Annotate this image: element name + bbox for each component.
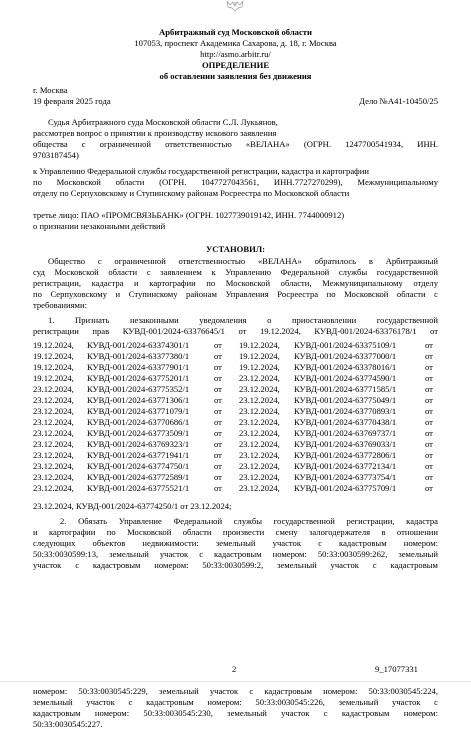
document-subject: об оставлении заявления без движения: [159, 71, 312, 81]
kuvd-from-word: от: [425, 362, 433, 372]
intro-line: по Московской области (ОГРН. 1047727043561, ИНН.7727270299), Межмуниципальному: [33, 177, 438, 187]
kuvd-number: КУВД-001/2024-63771941/1: [87, 450, 190, 460]
kuvd-date: 23.12.2024,: [239, 395, 280, 405]
kuvd-date: 23.12.2024,: [239, 384, 280, 394]
next-page-line: земельный участок с кадастровым номером: 50:33:0030545:226, земельный участок с: [33, 697, 438, 707]
third-party-line: третье лицо: ПАО «ПРОМСВЯЗЬБАНК» (ОГРН. 1027739019142, ИНН. 7744000912): [33, 210, 345, 220]
kuvd-from-word: от: [425, 450, 433, 460]
kuvd-number: КУВД-001/2024-63771079/1: [87, 406, 190, 416]
kuvd-number: КУВД-001/2024-63770893/1: [294, 406, 397, 416]
body-line: регистрации прав КУВД-001/2024-63376645/1 от 19.12.2024, КУВД-001/2024-63376178/1 от: [33, 326, 438, 336]
kuvd-number: КУВД-001/2024-63773509/1: [87, 428, 190, 438]
kuvd-date: 23.12.2024,: [33, 428, 74, 438]
kuvd-date: 23.12.2024,: [239, 472, 280, 482]
kuvd-number: КУВД-001/2024-63771306/1: [87, 395, 190, 405]
kuvd-date: 23.12.2024,: [33, 406, 74, 416]
kuvd-date: 23.12.2024,: [239, 461, 280, 471]
body-line: Общество с ограниченной ответственностью «ВЕЛАНА» обратилось в Арбитражный: [48, 256, 438, 266]
kuvd-from-word: от: [425, 461, 433, 471]
kuvd-from-word: от: [214, 428, 222, 438]
kuvd-date: 23.12.2024,: [33, 395, 74, 405]
kuvd-date: 19.12.2024,: [239, 340, 280, 350]
kuvd-number: КУВД-001/2024-63378016/1: [294, 362, 397, 372]
intro-line: к Управлению Федеральной службы государственной регистрации, кадастра и картографии: [33, 166, 369, 176]
document-code: 9_17077331: [375, 664, 418, 674]
kuvd-date: 23.12.2024,: [33, 439, 74, 449]
kuvd-date: 19.12.2024,: [239, 351, 280, 361]
kuvd-from-word: от: [214, 461, 222, 471]
court-address: 107053, проспект Академика Сахарова, д. 18, г. Москва: [134, 38, 337, 48]
kuvd-number: КУВД-001/2024-63377901/1: [87, 362, 190, 372]
body-line: регистрации, кадастра и картографии по Московской области, Межмуниципальному отделу: [33, 278, 438, 288]
kuvd-from-word: от: [425, 373, 433, 383]
kuvd-from-word: от: [214, 340, 222, 350]
city: г. Москва: [33, 85, 68, 95]
kuvd-date: 19.12.2024,: [239, 362, 280, 372]
kuvd-number: КУВД-001/2024-63772589/1: [87, 472, 190, 482]
kuvd-from-word: от: [214, 483, 222, 493]
kuvd-from-word: от: [425, 406, 433, 416]
intro-line: рассмотрев вопрос о принятии к производству искового заявления: [33, 128, 277, 138]
next-page-line: номером: 50:33:0030545:229, земельный участок с кадастровым номером: 50:33:0030545:224,: [33, 686, 438, 696]
kuvd-from-word: от: [425, 351, 433, 361]
kuvd-from-word: от: [214, 351, 222, 361]
kuvd-from-word: от: [425, 417, 433, 427]
kuvd-date: 19.12.2024,: [33, 373, 74, 383]
kuvd-date: 23.12.2024,: [239, 439, 280, 449]
kuvd-last-line: 23.12.2024, КУВД-001/2024-63774250/1 от 23.12.2024;: [33, 501, 232, 511]
kuvd-from-word: от: [214, 384, 222, 394]
kuvd-number: КУВД-001/2024-63377380/1: [87, 351, 190, 361]
intro-line: отделу по Серпуховскому и Ступинскому районам Росреестра по Московской области: [33, 188, 350, 198]
kuvd-from-word: от: [214, 362, 222, 372]
established-heading: УСТАНОВИЛ:: [205, 244, 266, 254]
intro-line: 9703187454): [33, 150, 79, 160]
kuvd-number: КУВД-001/2024-63770438/1: [294, 417, 397, 427]
coat-of-arms-emblem: [224, 0, 246, 12]
kuvd-from-word: от: [425, 472, 433, 482]
kuvd-number: КУВД-001/2024-63772134/1: [294, 461, 397, 471]
kuvd-from-word: от: [214, 395, 222, 405]
kuvd-date: 23.12.2024,: [33, 483, 74, 493]
case-number: Дело №А41-10450/25: [359, 96, 438, 106]
kuvd-number: КУВД-001/2024-63377000/1: [294, 351, 397, 361]
kuvd-date: 23.12.2024,: [33, 384, 74, 394]
kuvd-date: 23.12.2024,: [239, 483, 280, 493]
kuvd-number: КУВД-001/2024-63775049/1: [294, 395, 397, 405]
kuvd-date: 23.12.2024,: [239, 406, 280, 416]
next-page-line: 50:33:0030545:227.: [33, 719, 103, 729]
kuvd-number: КУВД-001/2024-63769323/1: [87, 439, 190, 449]
kuvd-from-word: от: [214, 439, 222, 449]
item-1-line: 1. Признать незаконными уведомления о приостановлении государственной: [48, 315, 438, 325]
kuvd-number: КУВД-001/2024-63775521/1: [87, 483, 190, 493]
kuvd-date: 23.12.2024,: [33, 472, 74, 482]
kuvd-date: 19.12.2024,: [33, 351, 74, 361]
document-date: 19 февраля 2025 года: [33, 96, 111, 106]
kuvd-number: КУВД-001/2024-63775709/1: [294, 483, 397, 493]
kuvd-date: 23.12.2024,: [239, 450, 280, 460]
intro-line: общества с ограниченной ответственностью «ВЕЛАНА» (ОГРН. 1247700541934, ИНН.: [33, 139, 438, 149]
body-line: участок с кадастровым номером: 50:33:0030599:2, земельный участок с кадастровым: [33, 560, 438, 570]
body-line: суд Московской области с заявлением к Управлению Федеральной службы государственной: [33, 267, 438, 277]
kuvd-number: КУВД-001/2024-63374301/1: [87, 340, 190, 350]
kuvd-from-word: от: [425, 384, 433, 394]
kuvd-number: КУВД-001/2024-63771585/1: [294, 384, 397, 394]
body-line: по Серпуховскому и Ступинскому районам Управления Росреестра по Московской области с: [33, 289, 438, 299]
kuvd-from-word: от: [425, 483, 433, 493]
kuvd-number: КУВД-001/2024-63770686/1: [87, 417, 190, 427]
kuvd-from-word: от: [214, 417, 222, 427]
kuvd-date: 19.12.2024,: [33, 362, 74, 372]
kuvd-date: 23.12.2024,: [33, 417, 74, 427]
kuvd-from-word: от: [214, 373, 222, 383]
next-page-line: кадастровым номером: 50:33:0030545:230, земельный участок с кадастровым номером:: [33, 708, 438, 718]
page-separator: [0, 681, 471, 682]
kuvd-date: 23.12.2024,: [33, 461, 74, 471]
kuvd-from-word: от: [425, 340, 433, 350]
kuvd-number: КУВД-001/2024-63769033/1: [294, 439, 397, 449]
kuvd-from-word: от: [425, 395, 433, 405]
body-line: и картографии по Московской области произвести смену залогодержателя в отношении: [33, 527, 438, 537]
kuvd-date: 23.12.2024,: [239, 373, 280, 383]
kuvd-number: КУВД-001/2024-63775201/1: [87, 373, 190, 383]
page-number: 2: [232, 664, 237, 674]
kuvd-from-word: от: [214, 472, 222, 482]
item-2-line: 2. Обязать Управление Федеральной службы государственной регистрации, кадастра: [60, 516, 438, 526]
court-website: http://asmo.arbitr.ru/: [200, 49, 271, 59]
kuvd-from-word: от: [214, 406, 222, 416]
kuvd-from-word: от: [425, 428, 433, 438]
body-line: требованиями:: [33, 300, 87, 310]
kuvd-from-word: от: [214, 450, 222, 460]
body-line: следующих объектов недвижимости: земельный участок с кадастровым номером:: [33, 538, 438, 548]
kuvd-date: 23.12.2024,: [33, 450, 74, 460]
document-type: ОПРЕДЕЛЕНИЕ: [201, 60, 270, 70]
judge-line: Судья Арбитражного суда Московской области С.Л. Лукьянов,: [48, 117, 278, 127]
court-name: Арбитражный суд Московской области: [159, 27, 312, 37]
body-line: 50:33:0030599:13, земельный участок с кадастровым номером: 50:33:0030599:262, земельный: [33, 549, 438, 559]
kuvd-number: КУВД-001/2024-63772806/1: [294, 450, 397, 460]
kuvd-number: КУВД-001/2024-63774750/1: [87, 461, 190, 471]
kuvd-number: КУВД-001/2024-63775352/1: [87, 384, 190, 394]
kuvd-number: КУВД-001/2024-63773754/1: [294, 472, 397, 482]
kuvd-date: 23.12.2024,: [239, 417, 280, 427]
kuvd-number: КУВД-001/2024-63769737/1: [294, 428, 397, 438]
kuvd-number: КУВД-001/2024-63375109/1: [294, 340, 397, 350]
kuvd-date: 23.12.2024,: [239, 428, 280, 438]
kuvd-number: КУВД-001/2024-63774590/1: [294, 373, 397, 383]
intro-line: о признании незаконными действий: [33, 221, 166, 231]
kuvd-date: 19.12.2024,: [33, 340, 74, 350]
kuvd-from-word: от: [425, 439, 433, 449]
